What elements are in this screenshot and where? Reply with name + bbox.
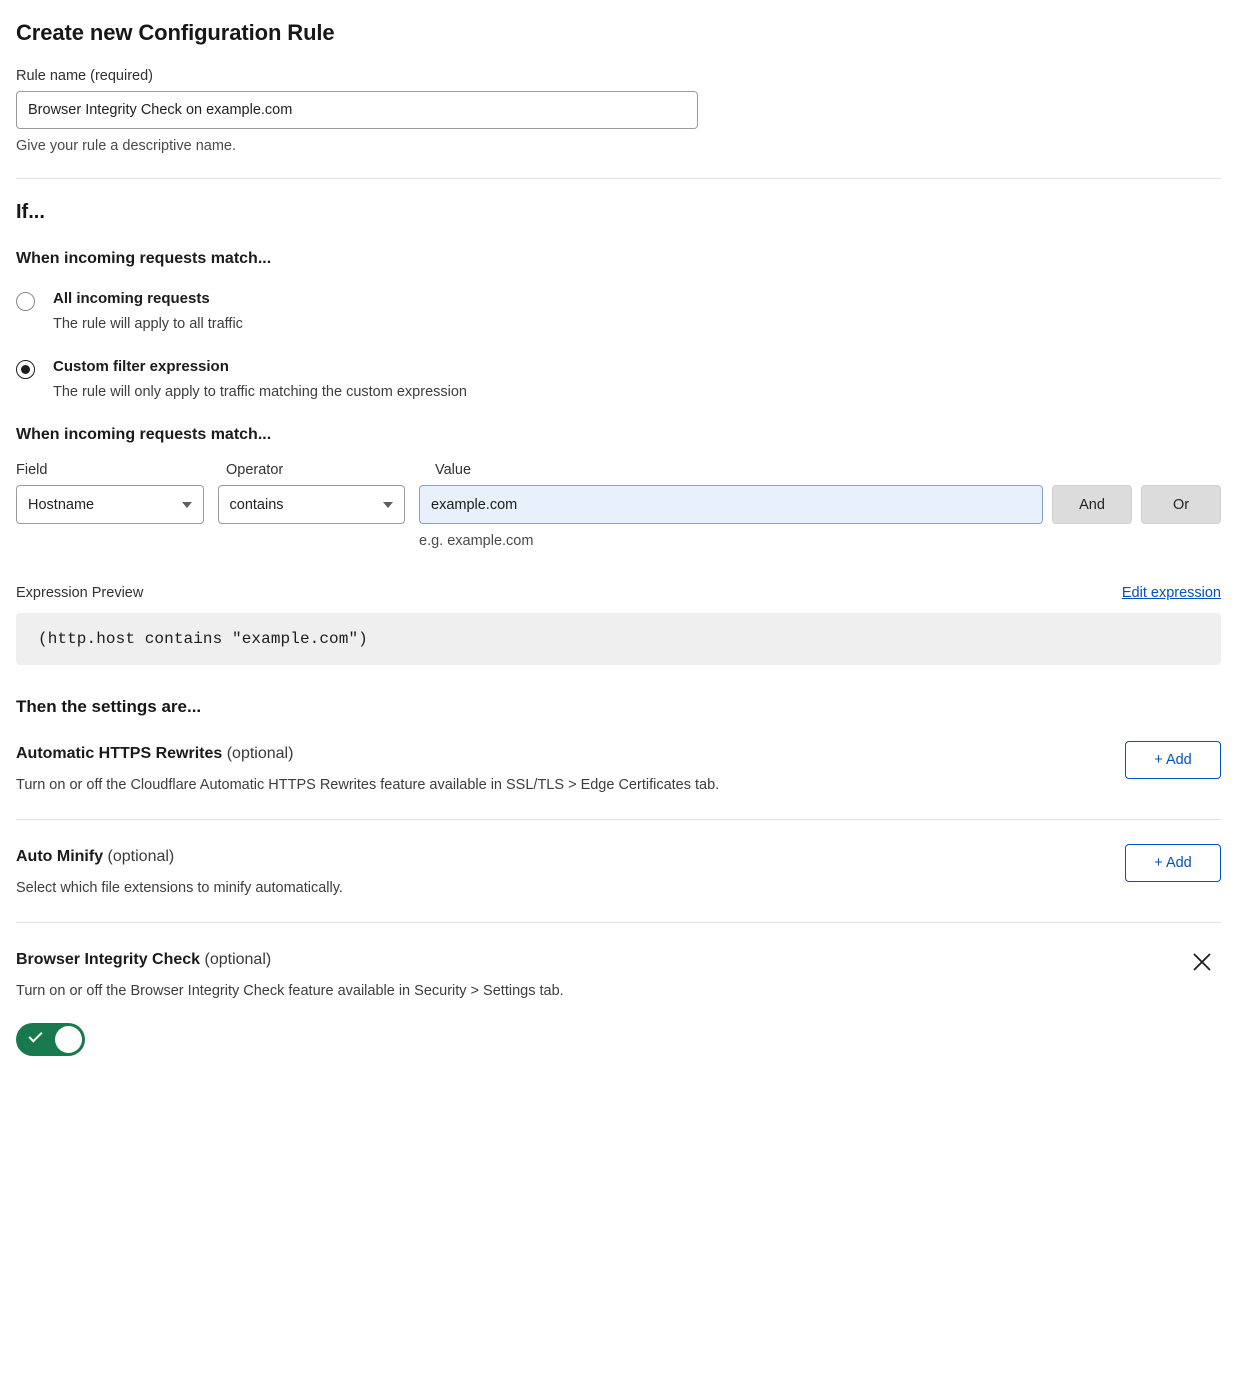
rule-name-label: Rule name (required) [16,68,154,84]
field-label: Field [16,462,48,478]
field-select[interactable] [16,485,204,524]
setting-optional: (optional) [200,951,272,968]
expression-preview-label: Expression Preview [16,585,144,601]
operator-select-value: contains [229,496,284,513]
setting-auto-minify [16,819,1221,922]
radio-all-incoming-requests-label: All incoming requests [53,290,210,307]
toggle-knob [55,1026,82,1053]
radio-custom-filter-expression[interactable] [16,358,1221,400]
then-section-title: Then the settings are... [16,697,202,716]
add-auto-minify-button[interactable]: + Add [1125,844,1221,882]
match-heading: When incoming requests match... [16,250,272,267]
setting-automatic-https-rewrites [16,717,1221,819]
add-automatic-https-rewrites-button[interactable]: + Add [1125,741,1221,779]
setting-browser-integrity-check [16,922,1221,1082]
operator-select[interactable] [218,485,406,524]
setting-name: Browser Integrity Check [16,951,201,968]
divider [16,178,1221,179]
setting-title [16,848,1221,866]
setting-name: Auto Minify [16,848,104,865]
radio-custom-filter-expression-desc: The rule will only apply to traffic matching the custom expression [53,384,467,400]
setting-description: Turn on or off the Cloudflare Automatic HTTPS Rewrites feature available in SSL/TLS > Edge Certificates tab. [16,777,720,793]
chevron-down-icon [383,502,393,508]
expression-builder-heading: When incoming requests match... [16,426,272,443]
setting-name: Automatic HTTPS Rewrites [16,745,223,762]
value-input[interactable] [419,485,1043,524]
match-options [16,290,1221,400]
if-section-title: If... [16,201,45,223]
radio-all-incoming-requests[interactable] [16,290,1221,332]
field-select-value: Hostname [28,496,95,513]
setting-optional: (optional) [222,745,294,762]
rule-name-input[interactable] [16,91,698,129]
radio-all-incoming-requests-desc: The rule will apply to all traffic [53,316,243,332]
and-button[interactable]: And [1052,485,1132,524]
value-label: Value [435,462,472,478]
value-hint: e.g. example.com [419,533,534,549]
operator-label: Operator [226,462,284,478]
or-button[interactable]: Or [1141,485,1221,524]
radio-icon-selected[interactable] [16,360,35,379]
setting-title [16,951,1221,969]
chevron-down-icon [182,502,192,508]
rule-name-group [16,68,1221,154]
browser-integrity-check-toggle[interactable] [16,1023,85,1056]
setting-optional: (optional) [103,848,175,865]
rule-name-help: Give your rule a descriptive name. [16,138,237,154]
setting-description: Turn on or off the Browser Integrity Check feature available in Security > Settings tab. [16,983,564,999]
page-title: Create new Configuration Rule [16,20,335,45]
radio-icon[interactable] [16,292,35,311]
expression-preview-header [16,585,1221,601]
check-icon [28,1028,42,1042]
radio-custom-filter-expression-label: Custom filter expression [53,358,229,375]
expression-builder [16,462,1221,549]
setting-description: Select which file extensions to minify automatically. [16,880,343,896]
expression-preview-box: (http.host contains "example.com") [16,613,1221,665]
edit-expression-link[interactable]: Edit expression [1121,585,1221,601]
close-icon[interactable] [1189,949,1215,975]
setting-title [16,745,1221,763]
